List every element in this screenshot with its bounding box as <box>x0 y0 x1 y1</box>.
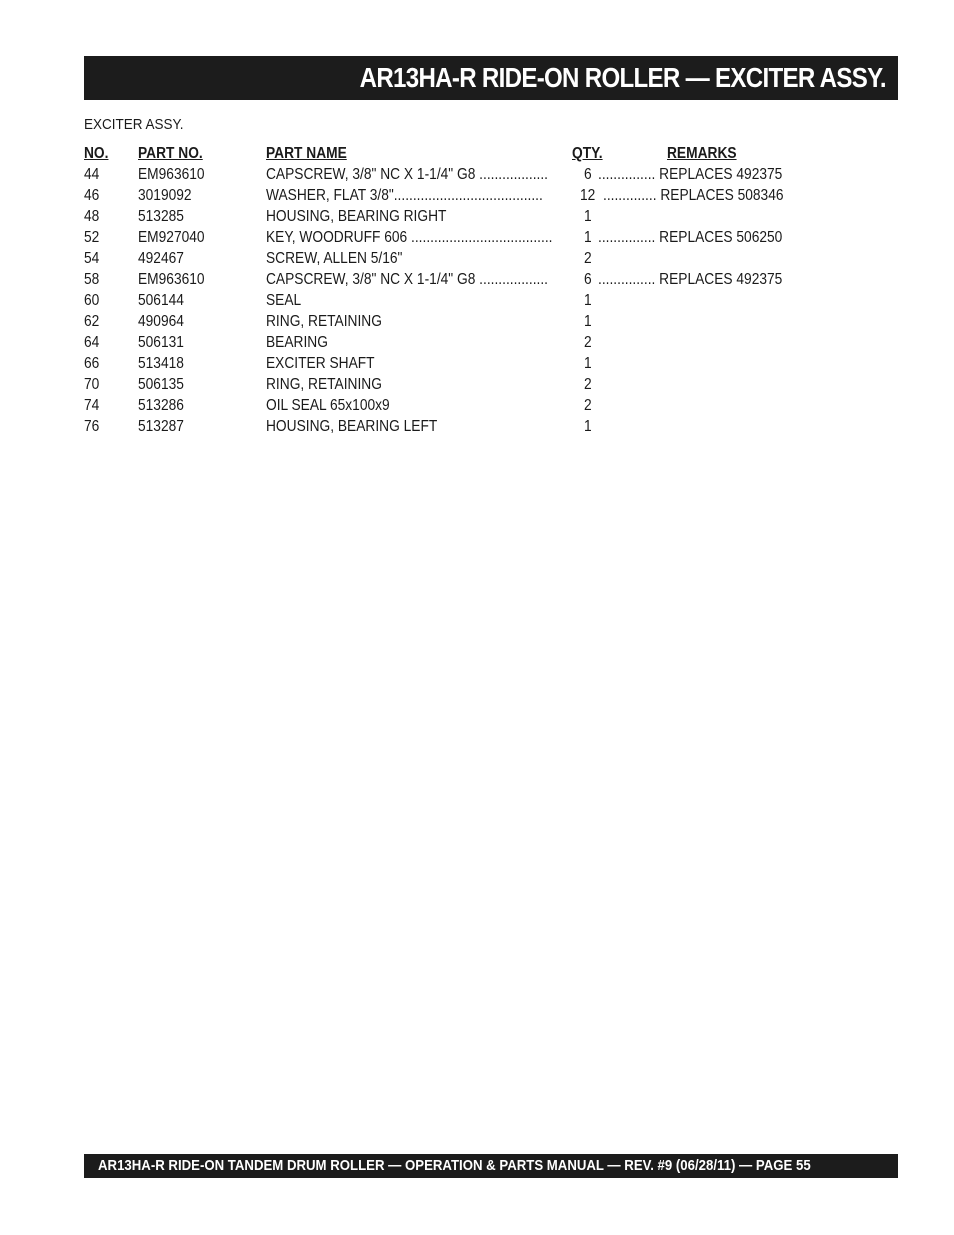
cell-part-name: KEY, WOODRUFF 606 ..................................... <box>266 229 553 246</box>
section-title: EXCITER ASSY. <box>84 116 184 133</box>
cell-part-name: SCREW, ALLEN 5/16" <box>266 250 403 267</box>
table-row <box>84 208 824 229</box>
cell-part-no: 513285 <box>138 208 184 225</box>
table-row <box>84 376 824 397</box>
table-row <box>84 271 824 292</box>
cell-part-no: 513286 <box>138 397 184 414</box>
cell-remarks: ............... REPLACES 492375 <box>598 166 783 183</box>
cell-part-name: HOUSING, BEARING LEFT <box>266 418 438 435</box>
cell-part-name: OIL SEAL 65x100x9 <box>266 397 390 414</box>
table-row <box>84 250 824 271</box>
cell-qty: 2 <box>584 250 592 267</box>
page-header-bar <box>84 56 898 100</box>
table-row <box>84 334 824 355</box>
table-row <box>84 229 824 250</box>
cell-qty: 2 <box>584 397 592 414</box>
cell-part-name: HOUSING, BEARING RIGHT <box>266 208 447 225</box>
column-header-part-name: PART NAME <box>266 145 347 162</box>
cell-no: 46 <box>84 187 100 204</box>
cell-part-no: 3019092 <box>138 187 192 204</box>
cell-no: 66 <box>84 355 100 372</box>
table-row <box>84 187 824 208</box>
cell-remarks: ............... REPLACES 492375 <box>598 271 783 288</box>
cell-part-name: SEAL <box>266 292 302 309</box>
footer-text: AR13HA-R RIDE-ON TANDEM DRUM ROLLER — OPERATION & PARTS MANUAL — REV. #9 (06/28/11) — PAGE 55 <box>98 1157 811 1174</box>
cell-part-name: CAPSCREW, 3/8" NC X 1-1/4" G8 .................. <box>266 166 548 183</box>
cell-remarks: ............... REPLACES 506250 <box>598 229 783 246</box>
cell-part-no: 513418 <box>138 355 184 372</box>
cell-qty: 1 <box>584 313 592 330</box>
column-header-remarks: REMARKS <box>667 145 737 162</box>
cell-qty: 1 <box>584 355 592 372</box>
cell-part-no: EM963610 <box>138 166 205 183</box>
cell-part-name: RING, RETAINING <box>266 376 382 393</box>
table-body <box>84 166 824 439</box>
cell-qty: 1 <box>584 229 592 246</box>
cell-qty: 2 <box>584 334 592 351</box>
cell-remarks: .............. REPLACES 508346 <box>603 187 784 204</box>
cell-part-name: BEARING <box>266 334 328 351</box>
table-row <box>84 355 824 376</box>
cell-no: 60 <box>84 292 100 309</box>
column-header-part-no: PART NO. <box>138 145 203 162</box>
cell-qty: 12 <box>580 187 596 204</box>
table-header-row <box>84 145 824 166</box>
page-footer-bar <box>84 1154 898 1178</box>
cell-qty: 1 <box>584 292 592 309</box>
cell-no: 70 <box>84 376 100 393</box>
parts-table <box>84 145 824 439</box>
cell-no: 44 <box>84 166 100 183</box>
cell-no: 48 <box>84 208 100 225</box>
cell-qty: 6 <box>584 271 592 288</box>
cell-no: 74 <box>84 397 100 414</box>
cell-no: 62 <box>84 313 100 330</box>
cell-part-name: RING, RETAINING <box>266 313 382 330</box>
column-header-no: NO. <box>84 145 109 162</box>
table-row <box>84 166 824 187</box>
cell-qty: 1 <box>584 208 592 225</box>
cell-qty: 6 <box>584 166 592 183</box>
cell-part-no: 506144 <box>138 292 184 309</box>
page-title: AR13HA-R RIDE-ON ROLLER — EXCITER ASSY. <box>359 62 886 93</box>
cell-no: 54 <box>84 250 100 267</box>
cell-part-no: 506135 <box>138 376 184 393</box>
cell-part-name: EXCITER SHAFT <box>266 355 375 372</box>
table-row <box>84 397 824 418</box>
cell-no: 52 <box>84 229 100 246</box>
cell-qty: 2 <box>584 376 592 393</box>
table-row <box>84 292 824 313</box>
cell-no: 76 <box>84 418 100 435</box>
cell-qty: 1 <box>584 418 592 435</box>
cell-no: 58 <box>84 271 100 288</box>
cell-part-name: CAPSCREW, 3/8" NC X 1-1/4" G8 .................. <box>266 271 548 288</box>
table-row <box>84 313 824 334</box>
cell-part-no: 506131 <box>138 334 184 351</box>
cell-no: 64 <box>84 334 100 351</box>
cell-part-name: WASHER, FLAT 3/8"....................................... <box>266 187 543 204</box>
table-row <box>84 418 824 439</box>
cell-part-no: 492467 <box>138 250 184 267</box>
cell-part-no: EM963610 <box>138 271 205 288</box>
cell-part-no: EM927040 <box>138 229 205 246</box>
cell-part-no: 513287 <box>138 418 184 435</box>
column-header-qty: QTY. <box>572 145 603 162</box>
cell-part-no: 490964 <box>138 313 184 330</box>
